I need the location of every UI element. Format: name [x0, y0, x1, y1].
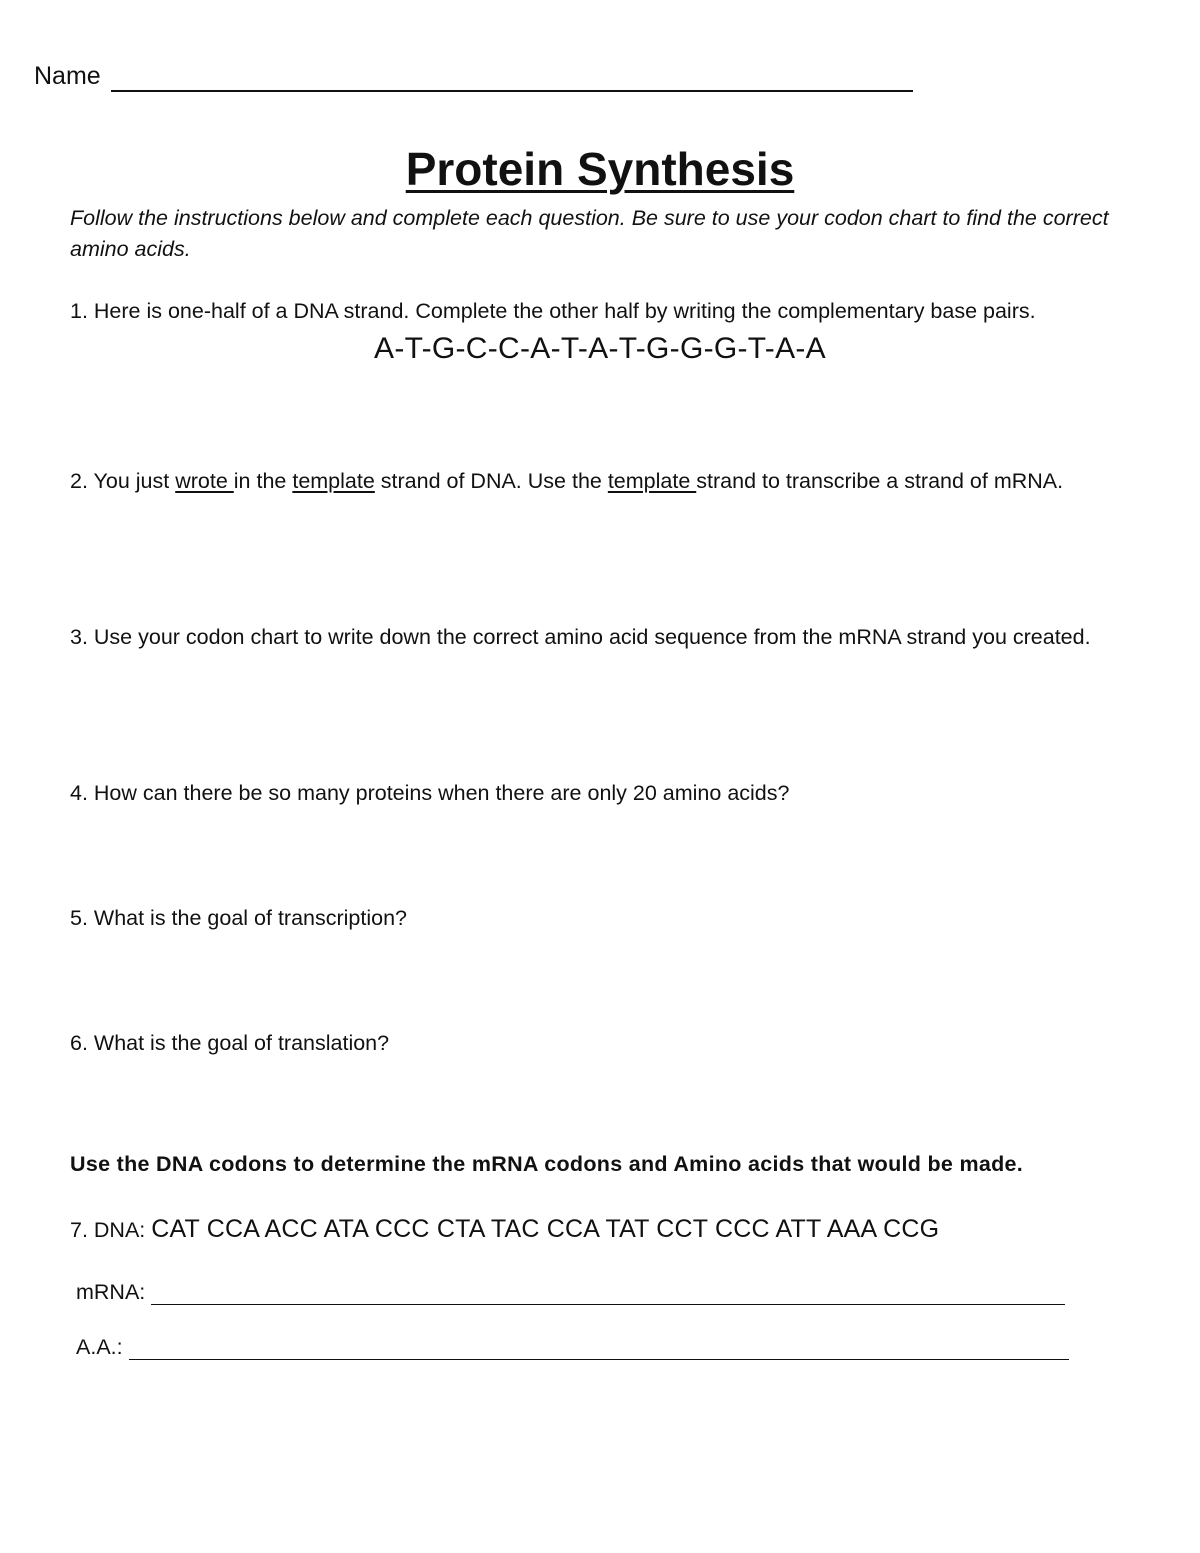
question-2-text-d: strand to transcribe a strand of mRNA. — [696, 469, 1064, 493]
name-blank-line[interactable] — [111, 60, 913, 92]
question-2 — [70, 466, 1145, 497]
question-7-label: 7. DNA: — [70, 1218, 146, 1242]
section-instruction: Use the DNA codons to determine the mRNA codons and Amino acids that would be made. — [70, 1152, 1024, 1176]
question-2-text-a: 2. You just — [70, 469, 176, 493]
mrna-blank-line[interactable] — [151, 1282, 1065, 1305]
aa-label: A.A.: — [76, 1335, 123, 1359]
dna-sequence: A-T-G-C-C-A-T-A-T-G-G-G-T-A-A — [374, 332, 826, 365]
question-2-text-b: in the — [233, 469, 293, 493]
question-2-text-c: strand of DNA. Use the — [374, 469, 608, 493]
underlined-wrote: wrote — [175, 469, 234, 493]
aa-blank-line[interactable] — [129, 1337, 1069, 1360]
dna-codons: CAT CCA ACC ATA CCC CTA TAC CCA TAT CCT CCC ATT AAA CCG — [151, 1215, 940, 1243]
name-label: Name — [34, 62, 101, 90]
name-field-row — [34, 60, 913, 92]
question-1: 1. Here is one-half of a DNA strand. Complete the other half by writing the complementary base pairs. — [70, 299, 1036, 323]
mrna-label: mRNA: — [76, 1280, 146, 1304]
underlined-template-1: template — [292, 469, 375, 493]
aa-answer-row — [76, 1335, 1069, 1360]
mrna-answer-row — [76, 1280, 1065, 1305]
question-6: 6. What is the goal of translation? — [70, 1031, 390, 1055]
question-3: 3. Use your codon chart to write down the correct amino acid sequence from the mRNA strand you created. — [70, 625, 1091, 649]
underlined-template-2: template — [607, 469, 697, 493]
page-title: Protein Synthesis — [405, 143, 795, 195]
instructions-text: Follow the instructions below and complete each question. Be sure to use your codon chart to find the correct amino acids. — [70, 206, 1109, 261]
question-5: 5. What is the goal of transcription? — [70, 906, 408, 930]
question-4: 4. How can there be so many proteins when there are only 20 amino acids? — [70, 781, 790, 805]
question-7 — [70, 1215, 939, 1244]
